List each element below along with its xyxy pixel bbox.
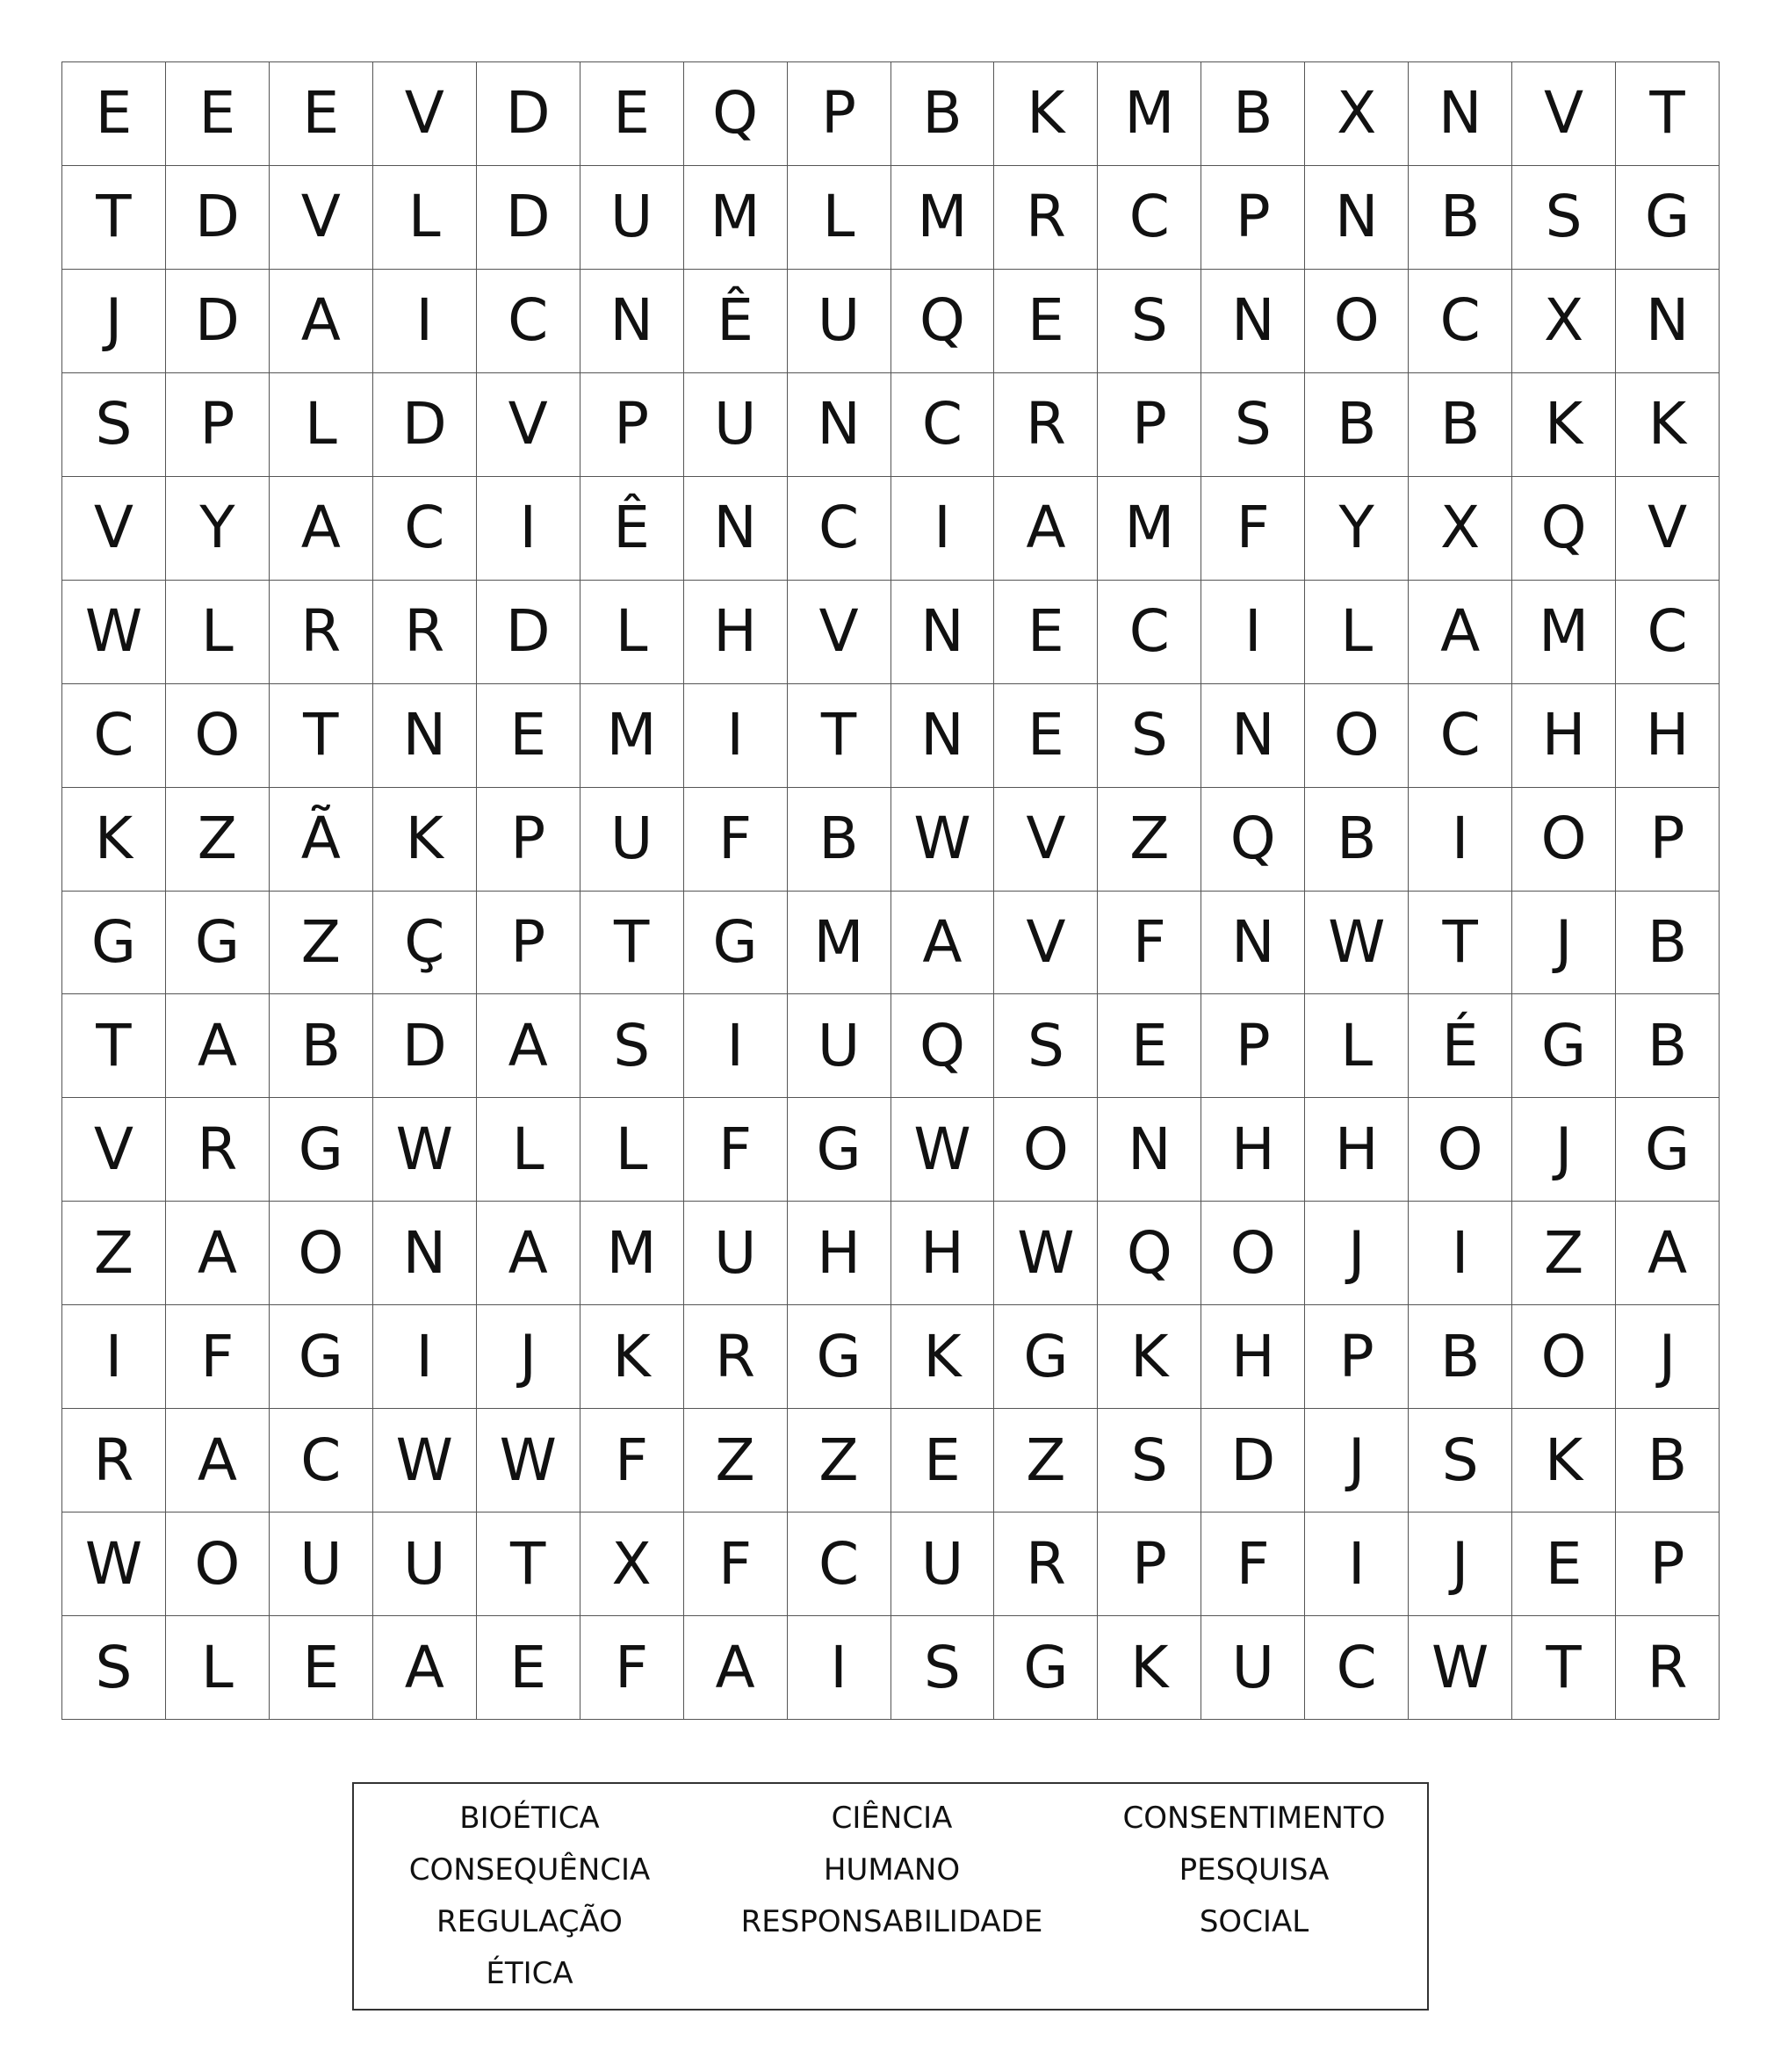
grid-cell[interactable]: H bbox=[1512, 684, 1616, 788]
grid-cell[interactable]: N bbox=[891, 581, 995, 684]
grid-cell[interactable]: O bbox=[1305, 270, 1409, 373]
grid-cell[interactable]: O bbox=[1512, 788, 1616, 892]
grid-cell[interactable]: S bbox=[62, 1616, 166, 1720]
grid-cell[interactable]: U bbox=[684, 373, 788, 477]
grid-cell[interactable]: S bbox=[994, 994, 1098, 1098]
grid-cell[interactable]: F bbox=[580, 1409, 684, 1512]
grid-cell[interactable]: P bbox=[580, 373, 684, 477]
grid-cell[interactable]: F bbox=[1201, 477, 1305, 581]
grid-cell[interactable]: P bbox=[1098, 1512, 1201, 1616]
grid-cell[interactable]: W bbox=[62, 1512, 166, 1616]
grid-cell[interactable]: V bbox=[477, 373, 580, 477]
grid-cell[interactable]: W bbox=[994, 1202, 1098, 1305]
grid-cell[interactable]: L bbox=[1305, 581, 1409, 684]
grid-cell[interactable]: W bbox=[477, 1409, 580, 1512]
grid-cell[interactable]: M bbox=[684, 166, 788, 270]
grid-cell[interactable]: K bbox=[1512, 1409, 1616, 1512]
grid-cell[interactable]: Z bbox=[994, 1409, 1098, 1512]
grid-cell[interactable]: B bbox=[891, 62, 995, 166]
grid-cell[interactable]: L bbox=[580, 1098, 684, 1202]
grid-cell[interactable]: W bbox=[891, 788, 995, 892]
grid-cell[interactable]: A bbox=[994, 477, 1098, 581]
grid-cell[interactable]: L bbox=[1305, 994, 1409, 1098]
grid-cell[interactable]: B bbox=[1409, 1305, 1512, 1409]
grid-cell[interactable]: L bbox=[788, 166, 891, 270]
grid-cell[interactable]: C bbox=[62, 684, 166, 788]
grid-cell[interactable]: R bbox=[373, 581, 477, 684]
grid-cell[interactable]: K bbox=[1616, 373, 1720, 477]
grid-cell[interactable]: B bbox=[788, 788, 891, 892]
grid-cell[interactable]: Q bbox=[684, 62, 788, 166]
grid-cell[interactable]: Q bbox=[1512, 477, 1616, 581]
grid-cell[interactable]: R bbox=[994, 373, 1098, 477]
grid-cell[interactable]: X bbox=[1305, 62, 1409, 166]
grid-cell[interactable]: V bbox=[62, 1098, 166, 1202]
grid-cell[interactable]: G bbox=[788, 1305, 891, 1409]
grid-cell[interactable]: I bbox=[1409, 788, 1512, 892]
grid-cell[interactable]: E bbox=[891, 1409, 995, 1512]
grid-cell[interactable]: M bbox=[891, 166, 995, 270]
grid-cell[interactable]: S bbox=[1098, 684, 1201, 788]
grid-cell[interactable]: X bbox=[1409, 477, 1512, 581]
grid-cell[interactable]: A bbox=[166, 994, 270, 1098]
grid-cell[interactable]: E bbox=[477, 684, 580, 788]
grid-cell[interactable]: D bbox=[477, 581, 580, 684]
grid-cell[interactable]: U bbox=[270, 1512, 373, 1616]
grid-cell[interactable]: G bbox=[788, 1098, 891, 1202]
word-list-item: SOCIAL bbox=[1199, 1904, 1309, 1939]
grid-cell[interactable]: J bbox=[1409, 1512, 1512, 1616]
grid-cell[interactable]: I bbox=[62, 1305, 166, 1409]
letter-grid bbox=[61, 61, 1720, 1720]
grid-cell[interactable]: Z bbox=[788, 1409, 891, 1512]
grid-cell[interactable]: X bbox=[580, 1512, 684, 1616]
grid-cell[interactable]: I bbox=[1305, 1512, 1409, 1616]
grid-cell[interactable]: B bbox=[1409, 373, 1512, 477]
grid-cell[interactable]: O bbox=[1409, 1098, 1512, 1202]
grid-cell[interactable]: E bbox=[477, 1616, 580, 1720]
grid-cell[interactable]: A bbox=[684, 1616, 788, 1720]
grid-cell[interactable]: D bbox=[1201, 1409, 1305, 1512]
grid-cell[interactable]: H bbox=[1616, 684, 1720, 788]
grid-cell[interactable]: J bbox=[1305, 1409, 1409, 1512]
grid-cell[interactable]: É bbox=[1409, 994, 1512, 1098]
grid-cell[interactable]: B bbox=[1616, 994, 1720, 1098]
grid-cell[interactable]: A bbox=[373, 1616, 477, 1720]
grid-cell[interactable]: E bbox=[270, 62, 373, 166]
grid-cell[interactable]: L bbox=[270, 373, 373, 477]
grid-cell[interactable]: M bbox=[580, 1202, 684, 1305]
grid-cell[interactable]: G bbox=[684, 892, 788, 995]
grid-cell[interactable]: D bbox=[373, 373, 477, 477]
grid-cell[interactable]: A bbox=[166, 1202, 270, 1305]
grid-cell[interactable]: E bbox=[1098, 994, 1201, 1098]
grid-cell[interactable]: W bbox=[1409, 1616, 1512, 1720]
word-list-item: RESPONSABILIDADE bbox=[740, 1904, 1043, 1939]
grid-cell[interactable]: V bbox=[270, 166, 373, 270]
grid-cell[interactable]: C bbox=[1616, 581, 1720, 684]
grid-cell[interactable]: C bbox=[788, 477, 891, 581]
grid-cell[interactable]: P bbox=[1201, 994, 1305, 1098]
grid-cell[interactable]: K bbox=[62, 788, 166, 892]
grid-cell[interactable]: B bbox=[1616, 892, 1720, 995]
grid-cell[interactable]: T bbox=[62, 166, 166, 270]
grid-cell[interactable]: N bbox=[580, 270, 684, 373]
grid-cell[interactable]: N bbox=[373, 1202, 477, 1305]
word-list-box bbox=[352, 1782, 1429, 2011]
grid-cell[interactable]: F bbox=[684, 788, 788, 892]
grid-cell[interactable]: Q bbox=[891, 994, 995, 1098]
grid-cell[interactable]: E bbox=[580, 62, 684, 166]
grid-cell[interactable]: N bbox=[1201, 270, 1305, 373]
grid-cell[interactable]: U bbox=[580, 788, 684, 892]
grid-cell[interactable]: Q bbox=[891, 270, 995, 373]
grid-cell[interactable]: N bbox=[684, 477, 788, 581]
grid-cell[interactable]: H bbox=[1201, 1305, 1305, 1409]
grid-cell[interactable]: F bbox=[684, 1098, 788, 1202]
grid-cell[interactable]: J bbox=[1512, 892, 1616, 995]
grid-cell[interactable]: Ê bbox=[580, 477, 684, 581]
grid-cell[interactable]: W bbox=[891, 1098, 995, 1202]
grid-cell[interactable]: Q bbox=[1201, 788, 1305, 892]
grid-cell[interactable]: C bbox=[373, 477, 477, 581]
grid-cell[interactable]: R bbox=[62, 1409, 166, 1512]
grid-cell[interactable]: A bbox=[477, 994, 580, 1098]
grid-cell[interactable]: B bbox=[1201, 62, 1305, 166]
grid-cell[interactable]: Y bbox=[1305, 477, 1409, 581]
grid-cell[interactable]: F bbox=[1098, 892, 1201, 995]
grid-cell[interactable]: O bbox=[1512, 1305, 1616, 1409]
grid-cell[interactable]: Q bbox=[1098, 1202, 1201, 1305]
grid-cell[interactable]: T bbox=[1409, 892, 1512, 995]
grid-cell[interactable]: L bbox=[477, 1098, 580, 1202]
grid-cell[interactable]: Z bbox=[1098, 788, 1201, 892]
grid-cell[interactable]: S bbox=[1098, 1409, 1201, 1512]
grid-cell[interactable]: G bbox=[270, 1305, 373, 1409]
grid-cell[interactable]: A bbox=[270, 477, 373, 581]
grid-cell[interactable]: L bbox=[580, 581, 684, 684]
grid-cell[interactable]: N bbox=[1201, 892, 1305, 995]
grid-cell[interactable]: S bbox=[580, 994, 684, 1098]
grid-cell[interactable]: Ç bbox=[373, 892, 477, 995]
grid-cell[interactable]: N bbox=[373, 684, 477, 788]
grid-cell[interactable]: E bbox=[166, 62, 270, 166]
grid-cell[interactable]: E bbox=[62, 62, 166, 166]
grid-cell[interactable]: C bbox=[891, 373, 995, 477]
grid-cell[interactable]: O bbox=[1201, 1202, 1305, 1305]
grid-cell[interactable]: E bbox=[270, 1616, 373, 1720]
grid-cell[interactable]: S bbox=[1098, 270, 1201, 373]
grid-cell[interactable]: H bbox=[788, 1202, 891, 1305]
grid-cell[interactable]: O bbox=[270, 1202, 373, 1305]
grid-cell[interactable]: U bbox=[580, 166, 684, 270]
grid-cell[interactable]: A bbox=[1616, 1202, 1720, 1305]
grid-cell[interactable]: R bbox=[270, 581, 373, 684]
grid-cell[interactable]: J bbox=[477, 1305, 580, 1409]
grid-cell[interactable]: C bbox=[788, 1512, 891, 1616]
grid-cell[interactable]: I bbox=[684, 684, 788, 788]
grid-cell[interactable]: W bbox=[1305, 892, 1409, 995]
grid-cell[interactable]: C bbox=[1098, 166, 1201, 270]
grid-cell[interactable]: S bbox=[1409, 1409, 1512, 1512]
grid-cell[interactable]: Ê bbox=[684, 270, 788, 373]
grid-cell[interactable]: U bbox=[1201, 1616, 1305, 1720]
grid-cell[interactable]: N bbox=[1616, 270, 1720, 373]
grid-cell[interactable]: J bbox=[62, 270, 166, 373]
grid-cell[interactable]: V bbox=[62, 477, 166, 581]
grid-cell[interactable]: M bbox=[788, 892, 891, 995]
grid-cell[interactable]: C bbox=[477, 270, 580, 373]
grid-cell[interactable]: J bbox=[1616, 1305, 1720, 1409]
grid-cell[interactable]: M bbox=[1098, 477, 1201, 581]
grid-cell[interactable]: H bbox=[891, 1202, 995, 1305]
grid-cell[interactable]: G bbox=[1616, 166, 1720, 270]
grid-cell[interactable]: W bbox=[62, 581, 166, 684]
grid-cell[interactable]: C bbox=[1098, 581, 1201, 684]
grid-cell[interactable]: Ã bbox=[270, 788, 373, 892]
grid-cell[interactable]: I bbox=[373, 270, 477, 373]
grid-cell[interactable]: V bbox=[1512, 62, 1616, 166]
grid-cell[interactable]: L bbox=[166, 1616, 270, 1720]
grid-cell[interactable]: K bbox=[373, 788, 477, 892]
grid-cell[interactable]: A bbox=[1409, 581, 1512, 684]
word-list-item: BIOÉTICA bbox=[459, 1801, 600, 1836]
grid-cell[interactable]: Z bbox=[684, 1409, 788, 1512]
grid-cell[interactable]: V bbox=[994, 788, 1098, 892]
grid-cell[interactable]: D bbox=[166, 166, 270, 270]
grid-cell[interactable]: V bbox=[1616, 477, 1720, 581]
grid-cell[interactable]: D bbox=[477, 62, 580, 166]
grid-cell[interactable]: B bbox=[1305, 788, 1409, 892]
grid-cell[interactable]: N bbox=[1409, 62, 1512, 166]
grid-cell[interactable]: X bbox=[1512, 270, 1616, 373]
grid-cell[interactable]: Z bbox=[270, 892, 373, 995]
grid-cell[interactable]: N bbox=[788, 373, 891, 477]
grid-cell[interactable]: M bbox=[1098, 62, 1201, 166]
grid-cell[interactable]: I bbox=[891, 477, 995, 581]
grid-cell[interactable]: R bbox=[994, 1512, 1098, 1616]
grid-cell[interactable]: U bbox=[684, 1202, 788, 1305]
grid-cell[interactable]: A bbox=[891, 892, 995, 995]
grid-cell[interactable]: K bbox=[1512, 373, 1616, 477]
grid-cell[interactable]: T bbox=[1512, 1616, 1616, 1720]
grid-cell[interactable]: R bbox=[684, 1305, 788, 1409]
grid-cell[interactable]: E bbox=[994, 581, 1098, 684]
grid-cell[interactable]: B bbox=[1305, 373, 1409, 477]
grid-cell[interactable]: T bbox=[270, 684, 373, 788]
grid-cell[interactable]: G bbox=[62, 892, 166, 995]
grid-cell[interactable]: N bbox=[1201, 684, 1305, 788]
grid-cell[interactable]: I bbox=[477, 477, 580, 581]
grid-cell[interactable]: C bbox=[1409, 270, 1512, 373]
grid-cell[interactable]: A bbox=[270, 270, 373, 373]
grid-cell[interactable]: P bbox=[477, 892, 580, 995]
grid-cell[interactable]: N bbox=[891, 684, 995, 788]
grid-cell[interactable]: I bbox=[788, 1616, 891, 1720]
word-list-column-1 bbox=[354, 1793, 705, 2009]
word-list-item: HUMANO bbox=[823, 1852, 961, 1888]
grid-cell[interactable]: E bbox=[994, 270, 1098, 373]
grid-cell[interactable]: U bbox=[373, 1512, 477, 1616]
grid-cell[interactable]: U bbox=[788, 270, 891, 373]
grid-cell[interactable]: H bbox=[1305, 1098, 1409, 1202]
grid-cell[interactable]: A bbox=[166, 1409, 270, 1512]
grid-cell[interactable]: F bbox=[580, 1616, 684, 1720]
grid-cell[interactable]: K bbox=[891, 1305, 995, 1409]
grid-cell[interactable]: G bbox=[1616, 1098, 1720, 1202]
grid-cell[interactable]: F bbox=[1201, 1512, 1305, 1616]
grid-cell[interactable]: Y bbox=[166, 477, 270, 581]
grid-cell[interactable]: R bbox=[994, 166, 1098, 270]
grid-cell[interactable]: H bbox=[1201, 1098, 1305, 1202]
word-list-column-2 bbox=[705, 1793, 1078, 2009]
grid-cell[interactable]: C bbox=[1409, 684, 1512, 788]
grid-cell[interactable]: D bbox=[373, 994, 477, 1098]
grid-cell[interactable]: L bbox=[166, 581, 270, 684]
grid-cell[interactable]: P bbox=[1616, 788, 1720, 892]
grid-cell[interactable]: E bbox=[1512, 1512, 1616, 1616]
grid-cell[interactable]: I bbox=[1409, 1202, 1512, 1305]
grid-cell[interactable]: I bbox=[373, 1305, 477, 1409]
grid-cell[interactable]: P bbox=[477, 788, 580, 892]
grid-cell[interactable]: C bbox=[270, 1409, 373, 1512]
grid-cell[interactable]: Z bbox=[166, 788, 270, 892]
word-list-item: ÉTICA bbox=[486, 1956, 573, 1991]
grid-cell[interactable]: E bbox=[994, 684, 1098, 788]
grid-cell[interactable]: U bbox=[891, 1512, 995, 1616]
grid-cell[interactable]: T bbox=[62, 994, 166, 1098]
grid-cell[interactable]: K bbox=[994, 62, 1098, 166]
grid-cell[interactable]: A bbox=[477, 1202, 580, 1305]
grid-cell[interactable]: H bbox=[684, 581, 788, 684]
grid-cell[interactable]: O bbox=[166, 684, 270, 788]
grid-cell[interactable]: B bbox=[1616, 1409, 1720, 1512]
grid-cell[interactable]: P bbox=[788, 62, 891, 166]
word-list-item: PESQUISA bbox=[1179, 1852, 1330, 1888]
grid-cell[interactable]: F bbox=[684, 1512, 788, 1616]
grid-cell[interactable]: J bbox=[1512, 1098, 1616, 1202]
word-list-item: REGULAÇÃO bbox=[436, 1904, 623, 1939]
grid-cell[interactable]: G bbox=[1512, 994, 1616, 1098]
grid-cell[interactable]: V bbox=[788, 581, 891, 684]
grid-cell[interactable]: G bbox=[166, 892, 270, 995]
grid-cell[interactable]: V bbox=[373, 62, 477, 166]
grid-cell[interactable]: D bbox=[166, 270, 270, 373]
grid-cell[interactable]: T bbox=[477, 1512, 580, 1616]
grid-cell[interactable]: R bbox=[1616, 1616, 1720, 1720]
grid-cell[interactable]: Z bbox=[62, 1202, 166, 1305]
grid-cell[interactable]: O bbox=[994, 1098, 1098, 1202]
grid-cell[interactable]: D bbox=[477, 166, 580, 270]
grid-cell[interactable]: S bbox=[891, 1616, 995, 1720]
grid-cell[interactable]: S bbox=[62, 373, 166, 477]
grid-cell[interactable]: V bbox=[994, 892, 1098, 995]
grid-cell[interactable]: T bbox=[1616, 62, 1720, 166]
grid-cell[interactable]: S bbox=[1201, 373, 1305, 477]
grid-cell[interactable]: K bbox=[1098, 1616, 1201, 1720]
grid-cell[interactable]: N bbox=[1305, 166, 1409, 270]
grid-cell[interactable]: B bbox=[270, 994, 373, 1098]
grid-cell[interactable]: U bbox=[788, 994, 891, 1098]
grid-cell[interactable]: B bbox=[1409, 166, 1512, 270]
grid-cell[interactable]: W bbox=[373, 1098, 477, 1202]
grid-cell[interactable]: N bbox=[1098, 1098, 1201, 1202]
grid-cell[interactable]: J bbox=[1305, 1202, 1409, 1305]
grid-cell[interactable]: Z bbox=[1512, 1202, 1616, 1305]
grid-cell[interactable]: O bbox=[1305, 684, 1409, 788]
grid-cell[interactable]: F bbox=[166, 1305, 270, 1409]
grid-cell[interactable]: G bbox=[994, 1305, 1098, 1409]
grid-cell[interactable]: M bbox=[580, 684, 684, 788]
grid-cell[interactable]: P bbox=[166, 373, 270, 477]
grid-cell[interactable]: L bbox=[373, 166, 477, 270]
grid-cell[interactable]: W bbox=[373, 1409, 477, 1512]
grid-cell[interactable]: O bbox=[166, 1512, 270, 1616]
grid-cell[interactable]: P bbox=[1098, 373, 1201, 477]
grid-cell[interactable]: K bbox=[1098, 1305, 1201, 1409]
grid-cell[interactable]: I bbox=[1201, 581, 1305, 684]
grid-cell[interactable]: K bbox=[580, 1305, 684, 1409]
grid-cell[interactable]: C bbox=[1305, 1616, 1409, 1720]
grid-cell[interactable]: S bbox=[1512, 166, 1616, 270]
grid-cell[interactable]: G bbox=[270, 1098, 373, 1202]
word-list-item: CONSENTIMENTO bbox=[1122, 1801, 1386, 1836]
grid-cell[interactable]: G bbox=[994, 1616, 1098, 1720]
grid-cell[interactable]: R bbox=[166, 1098, 270, 1202]
grid-cell[interactable]: P bbox=[1305, 1305, 1409, 1409]
grid-cell[interactable]: T bbox=[788, 684, 891, 788]
grid-cell[interactable]: T bbox=[580, 892, 684, 995]
word-list-column-3 bbox=[1078, 1793, 1430, 2009]
grid-cell[interactable]: I bbox=[684, 994, 788, 1098]
word-list-item: CONSEQUÊNCIA bbox=[408, 1852, 651, 1888]
word-list-item: CIÊNCIA bbox=[831, 1801, 953, 1836]
grid-cell[interactable]: P bbox=[1616, 1512, 1720, 1616]
grid-cell[interactable]: P bbox=[1201, 166, 1305, 270]
grid-cell[interactable]: M bbox=[1512, 581, 1616, 684]
